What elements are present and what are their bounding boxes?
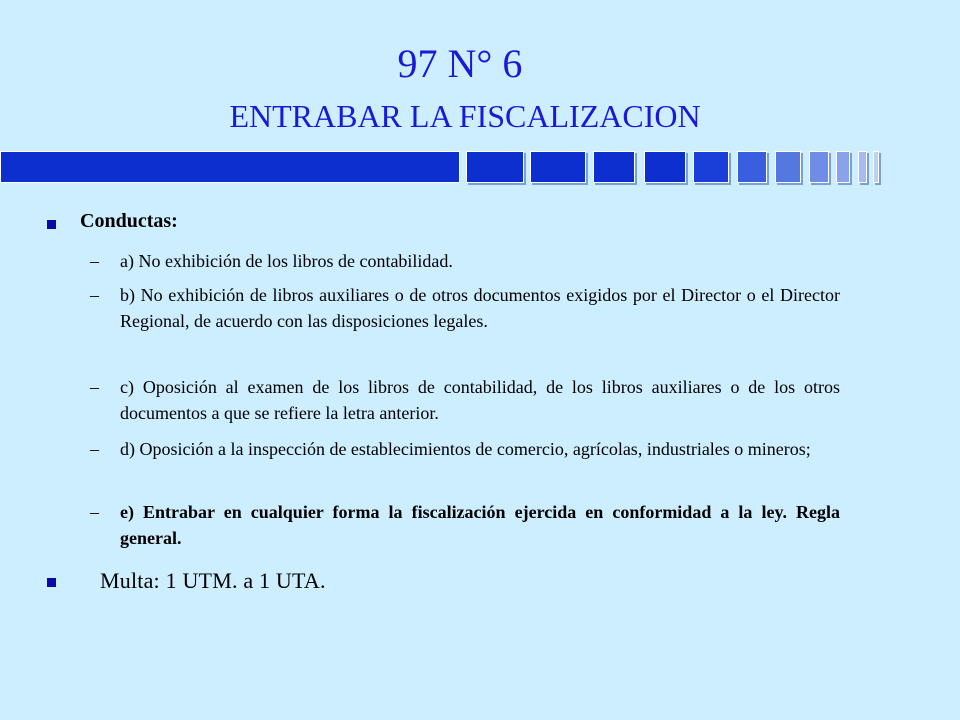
bullet-square [47, 578, 56, 587]
dash-marker: – [90, 439, 99, 459]
bar-segment [693, 151, 729, 183]
decorative-block-bar [0, 151, 900, 185]
bar-segment [530, 151, 586, 183]
list-item-text: b) No exhibición de libros auxiliares o de otros documentos exigidos por el Director o el Director Regional, de acuerdo con las disposiciones legales. [120, 285, 840, 331]
bar-segment [858, 151, 867, 183]
bullet-square [47, 220, 56, 229]
list-item-text: c) Oposición al examen de los libros de contabilidad, de los libros auxiliares o de los otros documentos a que se refiere la letra anterior. [120, 377, 840, 423]
slide-title-article: 97 N° 6 [397, 41, 523, 86]
bar-segment [809, 151, 829, 183]
list-item [90, 436, 840, 462]
multa-text: Multa: 1 UTM. a 1 UTA. [100, 568, 326, 593]
bar-segment [836, 151, 850, 183]
dash-marker: – [90, 377, 99, 397]
slide-title-subject: ENTRABAR LA FISCALIZACION [229, 98, 701, 134]
dash-marker: – [90, 251, 99, 271]
list-item-text: e) Entrabar en cualquier forma la fiscalización ejercida en conformidad a la ley. Regla general. [120, 502, 840, 548]
list-item [90, 248, 840, 274]
list-item [90, 499, 840, 551]
bar-segment [593, 151, 635, 183]
list-item [90, 282, 840, 334]
list-item-text: d) Oposición a la inspección de establecimientos de comercio, agrícolas, industriales o mineros; [120, 439, 811, 459]
dash-marker: – [90, 285, 99, 305]
bar-segment [873, 151, 879, 183]
list-item [90, 374, 840, 426]
bar-segment [0, 151, 460, 183]
bar-segment [775, 151, 801, 183]
bar-segment [466, 151, 524, 183]
conductas-heading: Conductas: [80, 210, 178, 232]
bar-segment [644, 151, 686, 183]
bar-segment [737, 151, 767, 183]
list-item-text: a) No exhibición de los libros de contabilidad. [120, 251, 453, 271]
dash-marker: – [90, 502, 99, 522]
